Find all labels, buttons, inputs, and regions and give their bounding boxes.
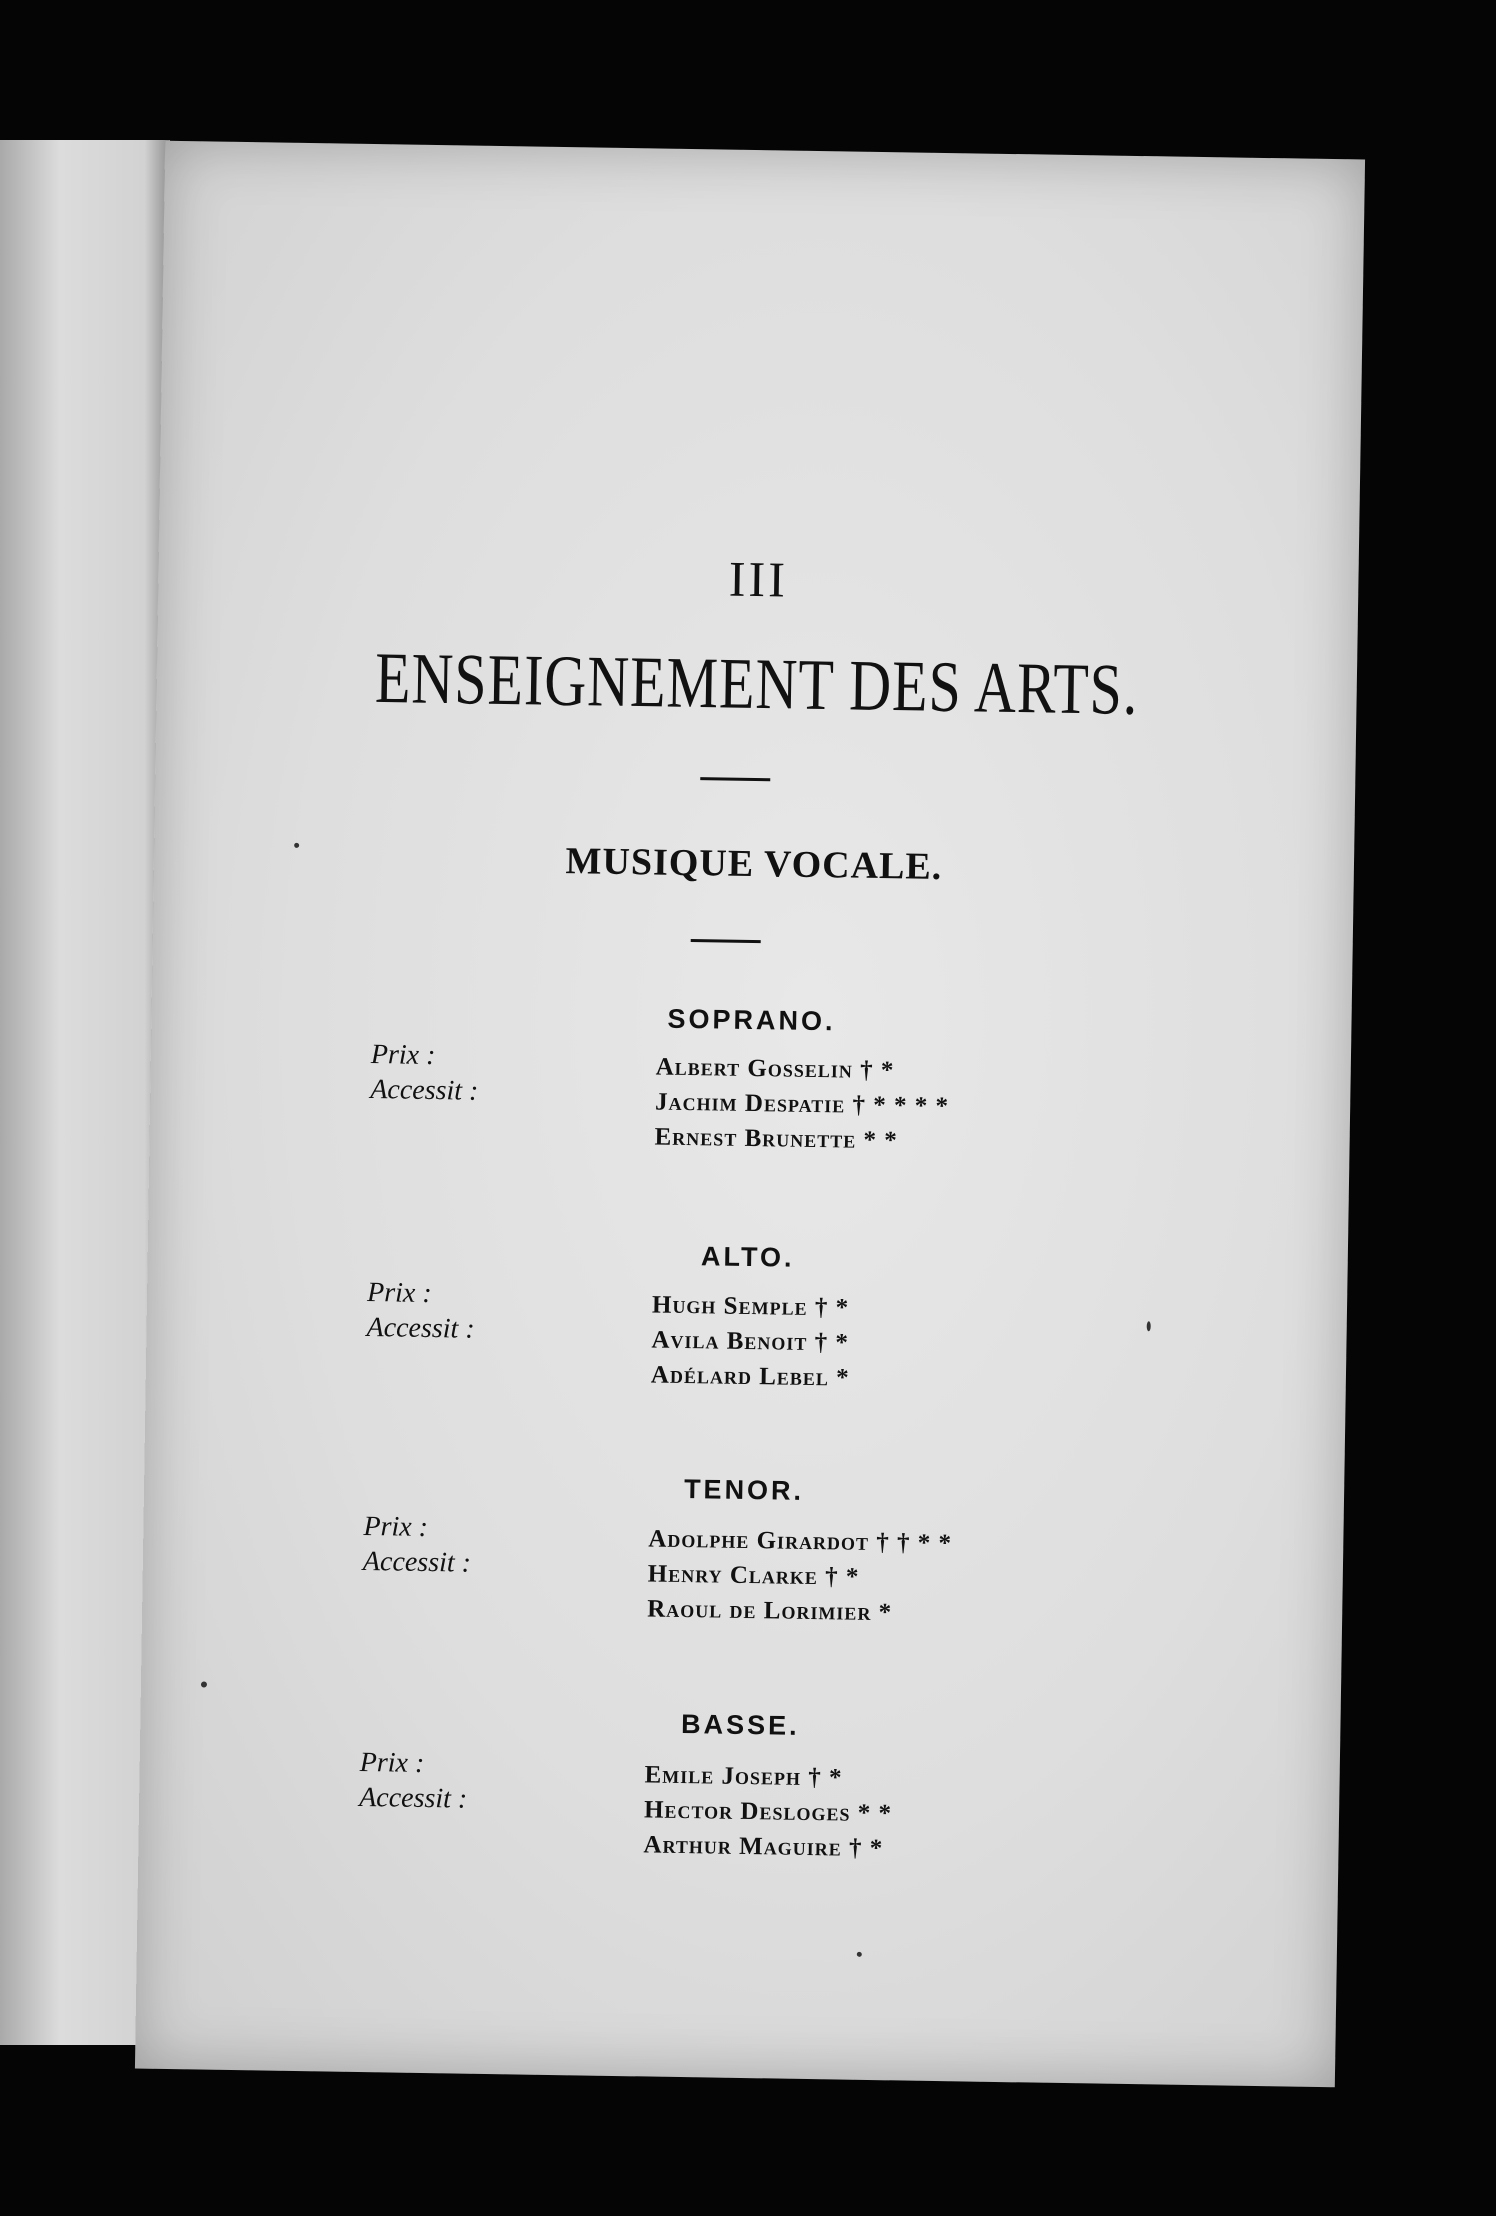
- paper-speck: [201, 1681, 207, 1687]
- chapter-title: ENSEIGNEMENT DES ARTS.: [374, 636, 1140, 731]
- winner-name: Albert Gosselin † *: [655, 1053, 895, 1085]
- voice-heading: SOPRANO.: [667, 1003, 836, 1037]
- chapter-number: III: [728, 550, 789, 608]
- accessit-name: Jachim Despatie † * * * *: [654, 1088, 950, 1121]
- accessit-name: Hector Desloges * *: [643, 1796, 893, 1828]
- prix-label: Prix :: [363, 1510, 429, 1543]
- prix-label: Prix :: [366, 1277, 432, 1310]
- winner-name: Adolphe Girardot † † * *: [648, 1525, 953, 1558]
- accessit-name: Avila Benoit † *: [651, 1326, 850, 1357]
- divider-rule: [691, 939, 761, 943]
- prix-label: Prix :: [370, 1039, 436, 1072]
- accessit-name: Henry Clarke † *: [647, 1560, 860, 1591]
- accessit-label: Accessit :: [370, 1074, 479, 1107]
- winner-name: Emile Joseph † *: [644, 1761, 843, 1792]
- accessit-label: Accessit :: [358, 1781, 468, 1815]
- paper-speck: [1147, 1321, 1151, 1331]
- book-page: [135, 141, 1365, 2088]
- divider-rule: [700, 777, 770, 781]
- accessit-name: Ernest Brunette * *: [654, 1123, 898, 1155]
- accessit-name: Adélard Lebel *: [650, 1361, 850, 1392]
- accessit-name: Raoul de Lorimier *: [647, 1595, 893, 1627]
- section-subtitle: MUSIQUE VOCALE.: [565, 840, 943, 888]
- accessit-label: Accessit :: [362, 1545, 472, 1579]
- prix-label: Prix :: [359, 1746, 425, 1779]
- accessit-label: Accessit :: [366, 1312, 475, 1345]
- paper-speck: [857, 1952, 862, 1957]
- accessit-name: Arthur Maguire † *: [643, 1831, 884, 1863]
- voice-heading: TENOR.: [683, 1474, 805, 1506]
- voice-heading: ALTO.: [700, 1241, 795, 1273]
- winner-name: Hugh Semple † *: [651, 1291, 850, 1322]
- voice-heading: BASSE.: [680, 1708, 800, 1741]
- paper-speck: [294, 843, 299, 848]
